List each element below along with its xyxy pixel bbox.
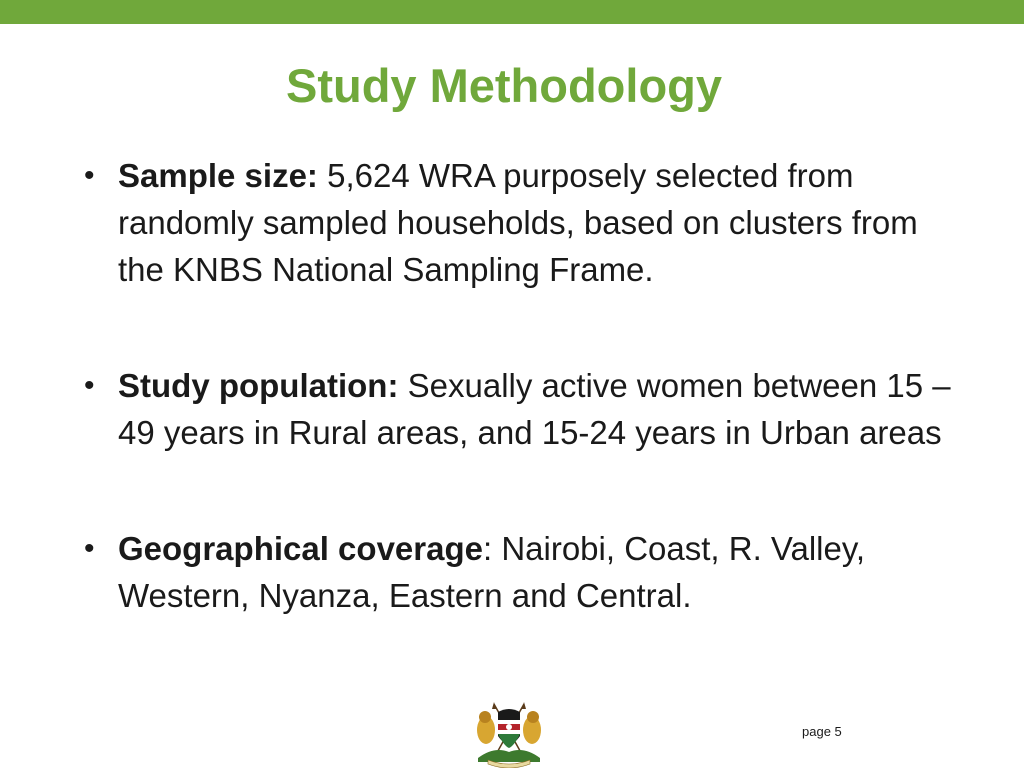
- bullet-item-geographical-coverage: [84, 525, 964, 619]
- bullet-text: 5,624 WRA purposely selected from randomly sampled households, based on clusters from the KNBS National Sampling Frame.: [118, 157, 918, 288]
- bullet-text: : Nairobi, Coast, R. Valley, Western, Nyanza, Eastern and Central.: [118, 530, 866, 614]
- bullet-marker: •: [84, 159, 95, 192]
- bullet-term: Study population:: [118, 367, 399, 404]
- page-number: page 5: [802, 724, 842, 739]
- bullet-marker: •: [84, 369, 95, 402]
- bullet-term: Sample size:: [118, 157, 318, 194]
- bullet-term: Geographical coverage: [118, 530, 483, 567]
- bullet-item-sample-size: [84, 152, 964, 293]
- top-accent-bar: [0, 0, 1024, 24]
- coat-of-arms-icon: [474, 700, 544, 768]
- bullet-item-study-population: [84, 362, 964, 456]
- bullet-list: [84, 152, 964, 688]
- slide-title: Study Methodology: [285, 59, 722, 112]
- bullet-text: Sexually active women between 15 – 49 years in Rural areas, and 15-24 years in Urban areas: [118, 367, 951, 451]
- bullet-marker: •: [84, 532, 95, 565]
